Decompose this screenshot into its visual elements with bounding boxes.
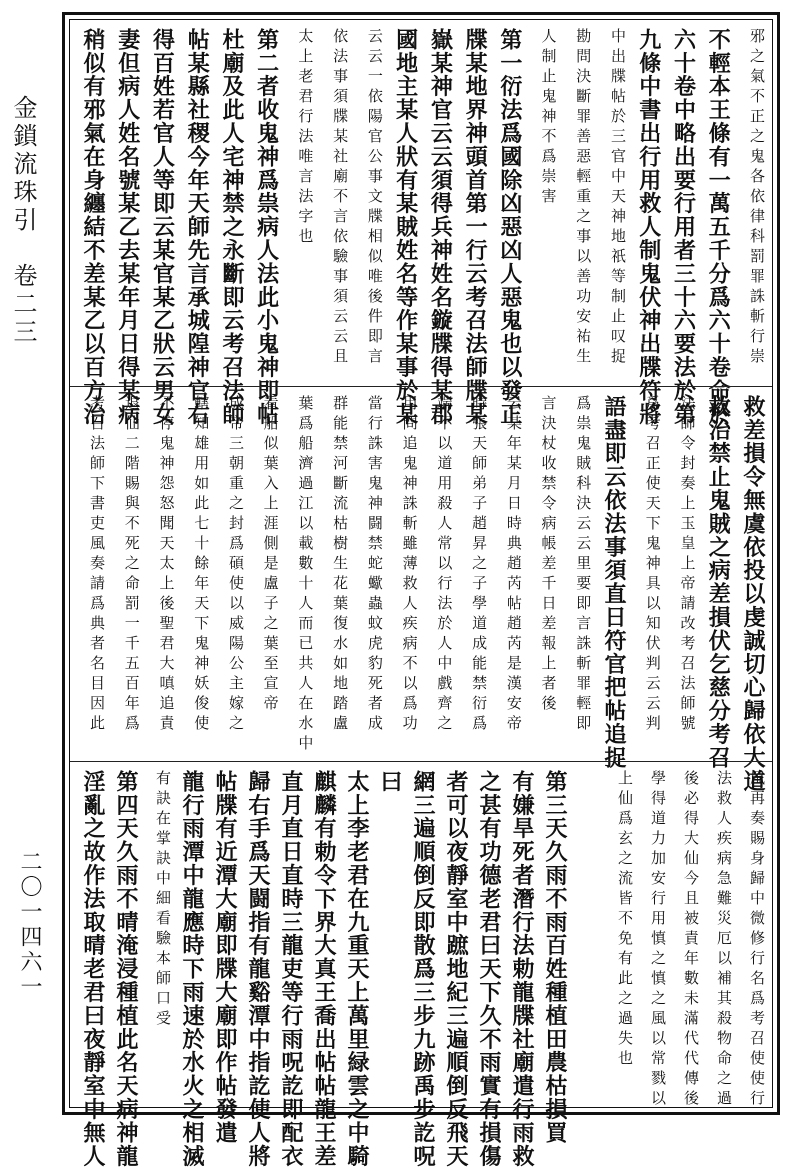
text-column: 太上老君行法唯言法字也 — [296, 28, 315, 248]
text-column: 考召法師下書吏風奏請爲典者名目因此 — [88, 395, 106, 735]
text-column: 者可以夜靜室中蹠地紀三遍順倒反飛天 — [443, 770, 469, 1168]
text-column: 帖牒有近潭大廟即牒大廟即作帖發遣 — [212, 770, 238, 1145]
margin-page-number: 二〇一四六一 — [17, 850, 42, 1000]
text-column: 言決杖收禁令病帳差千日差報上者後 — [539, 395, 558, 715]
text-column: 帖某縣社稷今年天師先言承城隍神官右 — [184, 28, 211, 426]
text-column: 得百姓若官人等即云某官某乙狀云男女 — [149, 28, 176, 426]
text-column: 第二者收鬼神爲祟病人法此小鬼神即帖 — [253, 28, 280, 426]
text-column: 當行誅害鬼神闘禁蛇蠍蟲蚊虎豹死者成 — [365, 395, 384, 735]
text-column: 稍似有邪氣在身纏結不差某乙以百方治 — [80, 28, 106, 426]
margin-title: 金鎖流珠引 卷二三 — [9, 95, 37, 347]
text-column: 有嫌旱死者潛行法勅龍牒社廟遣行雨救 — [509, 770, 535, 1168]
text-column: 龍行雨潭中龍應時下雨速於水火之相滅 — [179, 770, 205, 1168]
text-column: 歸右手爲天闘指有龍谿潭中指訖使人將 — [245, 770, 271, 1168]
text-column: 邪之氣不正之鬼各依律科罰罪誅斬行崇 — [747, 28, 766, 368]
text-column: 葉爲船濟過江以載數十人而已共人在水中 — [296, 395, 315, 755]
text-column: 第四天久雨不晴淹浸種植此名天病神龍 — [113, 770, 139, 1168]
text-column: 群能禁河斷流枯樹生花葉復水如地踏盧 — [331, 395, 350, 735]
text-column: 淫亂之故作法取晴老君曰夜靜室中無人 — [80, 770, 106, 1168]
text-column: 上仙爲玄之流皆不免有此之過失也 — [616, 770, 634, 1070]
text-column: 第三天久雨不雨百姓種植田農枯損買 — [542, 770, 568, 1145]
text-column: 勘問決斷罪善惡輕重之事以善功安祐生 — [574, 28, 593, 368]
text-column: 第一衍法爲國除凶惡凶人惡鬼也以發正 — [496, 28, 523, 426]
text-column: 端不以道用殺人常以行法於人中戲齊之 — [435, 395, 454, 735]
text-column: 時張天師弟子趙昇之子學道成能禁衍爲 — [470, 395, 489, 735]
text-column: 杜廟及此人宅神禁之永斷即云考召法師 — [218, 28, 245, 426]
text-column: 有訣在掌訣中細看驗本師口受 — [154, 770, 172, 1030]
columns-middle — [78, 395, 766, 793]
page-frame — [62, 12, 780, 1168]
text-column: 依法事須牒某社廟不言依驗事須云云且 — [331, 28, 350, 368]
text-column: 法師令封奏上玉皇上帝請改考召法師號 — [678, 395, 697, 735]
columns-top — [78, 28, 766, 426]
text-column: 九條中書出行用救人制鬼伏神出牒符將 — [635, 28, 662, 426]
text-column: 云云一依陽官公事文牒相似唯後件即言 — [365, 28, 384, 368]
text-column: 後必得大仙今且被責年數未滿代代傳後 — [682, 770, 700, 1110]
text-column: 救差損令無虞依投以虔誠切心歸依大道 — [739, 395, 766, 793]
text-column: 救治禁止鬼賊之病差損伏乞慈分考召 — [705, 395, 732, 770]
text-column: 退仙二階賜與不死之命罰一千五百年爲 — [122, 395, 141, 735]
text-column: 妻但病人姓名號某乙去某年月日得某病 — [114, 28, 141, 426]
text-column: 不停鬼神怨怒聞天太上後聖君大嗔追責 — [157, 395, 176, 735]
text-column: 法救人疾病急難災厄以補其殺物命之過 — [715, 770, 733, 1110]
text-column: 風再奏賜身歸中微修行名爲考召使使行 — [748, 770, 766, 1110]
register-top — [70, 20, 772, 426]
text-column: 嶽某神官云云須得兵神姓名鏇牒得某郡 — [427, 28, 454, 426]
text-column: 看船似葉入上涯側是盧子之葉至宣帝 — [261, 395, 280, 715]
text-column: 語盡即云依法事須直日符官把帖追捉 — [601, 395, 628, 770]
register-middle — [70, 387, 772, 793]
page-inner-border — [69, 19, 773, 1168]
text-column: 之甚有功德老君曰天下久不雨實有損傷 — [476, 770, 502, 1168]
text-column: 爲考召正使天下鬼神具以知伏判云云判 — [643, 395, 662, 735]
register-bottom — [70, 762, 772, 1168]
text-column: 太上李老君在九重天上萬里緑雲之中騎 — [344, 770, 370, 1168]
columns-bottom — [78, 770, 766, 1168]
text-column: 麒麟有勅令下界大真王喬出帖帖龍王差 — [311, 770, 337, 1168]
text-column: 人制止鬼神不爲崇害 — [539, 28, 558, 208]
text-column: 牒某地界神頭首第一行云考召法師牒某 — [462, 28, 489, 426]
text-column: 網三遍順倒反即散爲三步九跡禹步訖呪 — [410, 770, 436, 1168]
text-column: 爲祟鬼賊科決云云里要即言誅斬罪輕即 — [574, 395, 593, 735]
text-column: 云某年某月日時典趙芮帖趙芮是漢安帝 — [504, 395, 523, 735]
text-column: 直月直日直時三龍吏等行雨呪訖即配衣 — [278, 770, 304, 1168]
text-column: 曰 — [377, 770, 403, 794]
text-column: 學得道力加安行用慎之慎之風以常戮以 — [649, 770, 667, 1110]
text-column: 成帝三朝重之封爲碩使以威陽公主嫁之 — [226, 395, 245, 735]
text-column: 轄知雄用如此七十餘年天下鬼神妖俊使 — [192, 395, 211, 735]
text-column: 不輕本王條有一萬五千分爲六十卷命於 — [705, 28, 732, 426]
text-column: 用問追鬼神誅斬雖薄救人疾病不以爲功 — [400, 395, 419, 735]
text-column: 中出牒帖於三官中天神地祇等制止叹捉 — [609, 28, 628, 368]
text-column: 六十卷中略出要行用者三十六要法於第 — [670, 28, 697, 426]
text-column: 國地主某人狀有某賊姓名等作某事於某 — [392, 28, 419, 426]
